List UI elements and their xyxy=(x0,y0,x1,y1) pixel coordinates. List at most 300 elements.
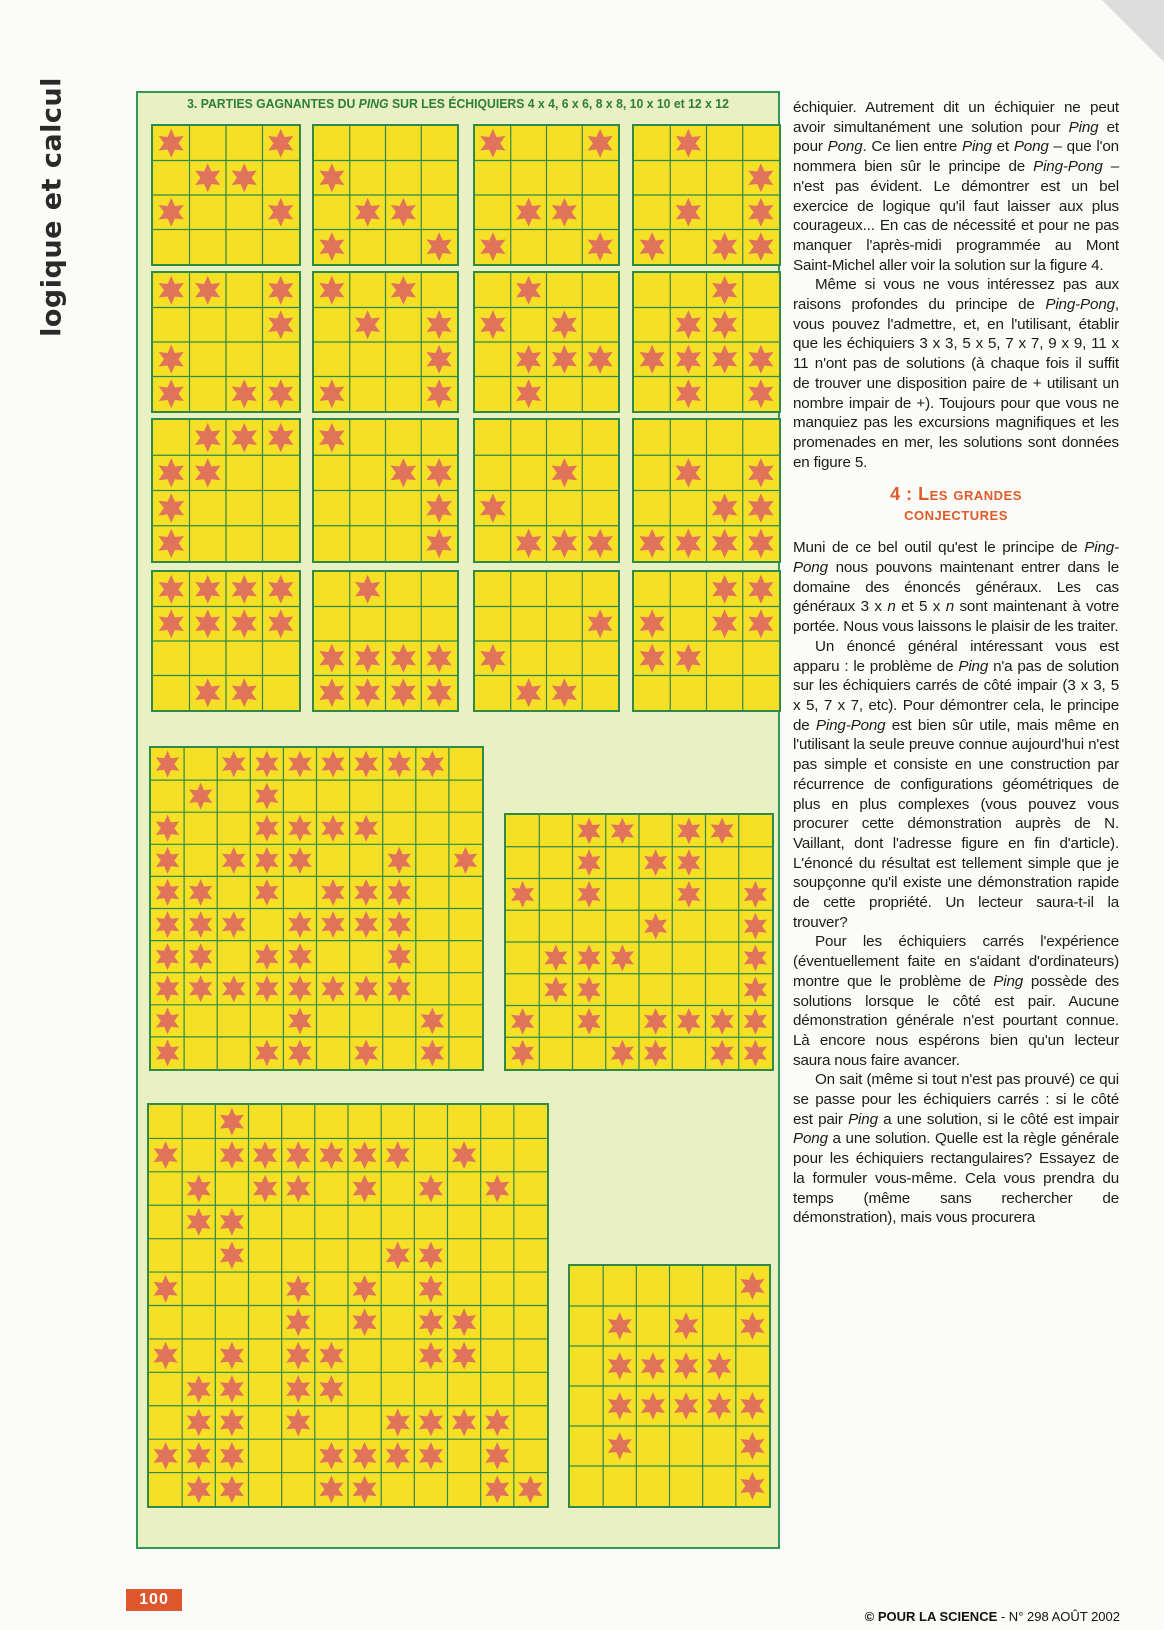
star-icon xyxy=(286,1275,310,1303)
paragraph: Muni de ce bel outil qu'est le principe de Ping-Pong nous pouvons maintenant entrer dans le domaine des énoncés généraux. Les cas généraux 3 x n et 5 x n sont maintenant à votre portée. Nous vous laissons le plaisir de les traiter. xyxy=(793,539,1120,636)
star-icon xyxy=(255,1039,278,1066)
star-icon xyxy=(419,1241,443,1269)
star-icon xyxy=(421,1007,444,1034)
page-corner-fold xyxy=(1102,0,1164,62)
star-icon xyxy=(552,198,577,227)
star-icon xyxy=(321,751,344,778)
star-icon xyxy=(426,493,452,523)
star-icon xyxy=(740,1432,764,1460)
star-icon xyxy=(426,529,452,559)
star-icon xyxy=(195,163,220,192)
star-icon xyxy=(516,198,541,227)
star-icon xyxy=(711,818,734,845)
star-icon xyxy=(189,975,212,1002)
star-icon xyxy=(427,678,452,707)
star-icon xyxy=(611,945,634,972)
star-icon xyxy=(220,1342,244,1370)
chessboard-4x4 xyxy=(151,124,301,266)
star-icon xyxy=(452,1308,476,1336)
star-icon xyxy=(156,879,179,906)
star-icon xyxy=(578,818,601,845)
star-icon xyxy=(712,609,737,638)
star-icon xyxy=(744,945,767,972)
star-icon xyxy=(232,609,257,638)
star-icon xyxy=(578,945,601,972)
star-icon xyxy=(154,1442,178,1470)
star-icon xyxy=(419,1342,443,1370)
star-icon xyxy=(516,276,541,305)
star-icon xyxy=(480,232,505,261)
star-icon xyxy=(222,751,245,778)
star-icon xyxy=(516,678,541,707)
star-icon xyxy=(578,976,601,1003)
copyright: © POUR LA SCIENCE xyxy=(864,1609,998,1624)
star-icon xyxy=(355,644,380,673)
star-icon xyxy=(386,1141,410,1169)
star-icon xyxy=(452,1409,476,1437)
star-icon xyxy=(748,198,773,227)
star-icon xyxy=(388,911,411,938)
star-icon xyxy=(644,1040,667,1067)
star-icon xyxy=(578,881,601,908)
star-icon xyxy=(712,345,737,374)
star-icon xyxy=(421,751,444,778)
star-icon xyxy=(222,911,245,938)
section-label-text: logique et calcul xyxy=(36,77,68,337)
star-icon xyxy=(288,1007,311,1034)
star-icon xyxy=(268,198,293,227)
star-icon xyxy=(644,849,667,876)
star-icon xyxy=(288,847,311,874)
star-icon xyxy=(319,1141,343,1169)
star-icon xyxy=(187,1475,211,1503)
caption-part: 3. PARTIES GAGNANTES DU xyxy=(187,96,359,111)
article-text-column xyxy=(793,98,1119,1228)
star-icon xyxy=(608,1312,632,1340)
star-icon xyxy=(391,678,416,707)
star-icon xyxy=(454,847,477,874)
figure-3-panel xyxy=(136,91,780,1549)
star-icon xyxy=(388,751,411,778)
star-icon xyxy=(154,1342,178,1370)
star-icon xyxy=(288,815,311,842)
star-icon xyxy=(156,1039,179,1066)
star-icon xyxy=(611,1040,634,1067)
star-icon xyxy=(232,575,257,604)
star-icon xyxy=(288,751,311,778)
star-icon xyxy=(355,575,380,604)
star-icon xyxy=(427,345,452,374)
star-icon xyxy=(354,815,377,842)
star-icon xyxy=(355,678,380,707)
star-icon xyxy=(353,1442,377,1470)
star-icon xyxy=(480,493,506,523)
star-icon xyxy=(578,849,601,876)
star-icon xyxy=(676,198,701,227)
star-icon xyxy=(608,1432,632,1460)
star-icon xyxy=(641,1392,665,1420)
star-icon xyxy=(611,818,634,845)
star-icon xyxy=(676,458,702,488)
star-icon xyxy=(319,1342,343,1370)
star-icon xyxy=(187,1442,211,1470)
star-icon xyxy=(286,1308,310,1336)
star-icon xyxy=(421,1039,444,1066)
star-icon xyxy=(588,609,613,638)
star-icon xyxy=(641,1352,665,1380)
star-icon xyxy=(552,345,577,374)
star-icon xyxy=(220,1108,244,1136)
star-icon xyxy=(640,609,665,638)
star-icon xyxy=(419,1308,443,1336)
star-icon xyxy=(232,163,257,192)
star-icon xyxy=(220,1208,244,1236)
star-icon xyxy=(544,945,567,972)
star-icon xyxy=(480,644,505,673)
star-icon xyxy=(255,783,278,810)
star-icon xyxy=(588,129,613,158)
star-icon xyxy=(544,976,567,1003)
star-icon xyxy=(220,1475,244,1503)
star-icon xyxy=(748,609,773,638)
star-icon xyxy=(640,644,665,673)
star-icon xyxy=(674,1352,698,1380)
star-icon xyxy=(419,1409,443,1437)
chessboard-4x4 xyxy=(312,124,459,266)
star-icon xyxy=(232,678,257,707)
star-icon xyxy=(748,345,773,374)
star-icon xyxy=(386,1442,410,1470)
star-icon xyxy=(711,1008,734,1035)
star-icon xyxy=(552,529,578,559)
star-icon xyxy=(159,379,184,408)
star-icon xyxy=(452,1141,476,1169)
star-icon xyxy=(452,1342,476,1370)
star-icon xyxy=(391,276,416,305)
chessboard-12x12 xyxy=(147,1103,549,1508)
star-icon xyxy=(158,493,184,523)
chessboard-4x4 xyxy=(312,570,459,712)
star-icon xyxy=(676,379,701,408)
page-number: 100 xyxy=(126,1589,182,1611)
star-icon xyxy=(386,1241,410,1269)
paragraph: échiquier. Autrement dit un échiquier ne peut avoir simultanément une solution pour Ping et pour Pong. Ce lien entre Ping et Pong – que l'on nommera bien sûr le principe de Ping-Pong – n'est pas évident. Le démontrer est un bel exercice de logique qu'il faut laisser aux plus courageux... En cas de nécessité et pour ne pas manquer l'après-midi programmée au Mont Saint-Michel aller voir la solution sur la figure 4. xyxy=(793,99,1120,274)
star-icon xyxy=(319,232,344,261)
star-icon xyxy=(156,975,179,1002)
star-icon xyxy=(516,379,541,408)
star-icon xyxy=(319,1375,343,1403)
star-icon xyxy=(353,1275,377,1303)
star-icon xyxy=(255,879,278,906)
star-icon xyxy=(480,129,505,158)
star-icon xyxy=(588,232,613,261)
star-icon xyxy=(220,1375,244,1403)
star-icon xyxy=(189,911,212,938)
star-icon xyxy=(712,232,737,261)
star-icon xyxy=(255,815,278,842)
star-icon xyxy=(353,1475,377,1503)
star-icon xyxy=(386,1409,410,1437)
star-icon xyxy=(748,529,774,559)
star-icon xyxy=(516,529,542,559)
star-icon xyxy=(480,310,505,339)
star-icon xyxy=(222,847,245,874)
caption-part-italic: PING xyxy=(358,96,389,111)
star-icon xyxy=(676,644,701,673)
star-icon xyxy=(354,879,377,906)
star-icon xyxy=(268,423,294,453)
star-icon xyxy=(427,379,452,408)
star-icon xyxy=(156,943,179,970)
star-icon xyxy=(388,847,411,874)
star-icon xyxy=(156,751,179,778)
star-icon xyxy=(319,678,344,707)
star-icon xyxy=(255,975,278,1002)
star-icon xyxy=(195,276,220,305)
chessboard-4x4 xyxy=(632,271,781,413)
star-icon xyxy=(748,163,773,192)
star-icon xyxy=(712,493,738,523)
star-icon xyxy=(156,1007,179,1034)
star-icon xyxy=(516,345,541,374)
star-icon xyxy=(268,276,293,305)
star-icon xyxy=(677,1008,700,1035)
star-icon xyxy=(158,458,184,488)
star-icon xyxy=(712,276,737,305)
star-icon xyxy=(159,129,184,158)
star-icon xyxy=(319,379,344,408)
star-icon xyxy=(321,815,344,842)
star-icon xyxy=(189,783,212,810)
star-icon xyxy=(195,678,220,707)
star-icon xyxy=(712,310,737,339)
star-icon xyxy=(268,575,293,604)
star-icon xyxy=(268,609,293,638)
paragraph: Un énoncé général intéressant vous est apparu : le problème de Ping n'a pas de solution sur les échiquiers carrés de côté impair (3 x 3, 5 x 5, 7 x 7, etc). Pour démontrer cela, le principe de Ping-Pong est bien sûr utile, mais même en l'utilisant la seule preuve connue aujourd'hui n'est pas simple et consiste en une construction par récurrence de configurations géométriques de plus en plus complexes (vous pouvez vous procurer cette démonstration auprès de N. Vaillant, dont l'adresse figure en fin d'article). L'énoncé du résultat est tellement simple que je soupçonne qu'il existe une démonstration rapide de cette propriété. Un lecteur saura-t-il la trouver? xyxy=(793,637,1119,931)
section-label xyxy=(28,77,76,337)
star-icon xyxy=(156,815,179,842)
star-icon xyxy=(426,458,452,488)
star-icon xyxy=(427,232,452,261)
chessboard-4x4 xyxy=(632,570,781,712)
star-icon xyxy=(711,1040,734,1067)
star-icon xyxy=(391,644,416,673)
star-icon xyxy=(187,1375,211,1403)
star-icon xyxy=(154,1275,178,1303)
star-icon xyxy=(676,310,701,339)
star-icon xyxy=(419,1275,443,1303)
star-icon xyxy=(286,1342,310,1370)
star-icon xyxy=(677,849,700,876)
star-icon xyxy=(156,847,179,874)
star-icon xyxy=(288,1039,311,1066)
star-icon xyxy=(588,345,613,374)
star-icon xyxy=(640,345,665,374)
star-icon xyxy=(552,310,577,339)
star-icon xyxy=(391,458,417,488)
star-icon xyxy=(388,943,411,970)
star-icon xyxy=(159,198,184,227)
star-icon xyxy=(154,1141,178,1169)
chessboard-4x4 xyxy=(473,418,620,563)
chessboard-4x4 xyxy=(151,271,301,413)
star-icon xyxy=(587,529,613,559)
star-icon xyxy=(195,423,221,453)
star-icon xyxy=(676,529,702,559)
star-icon xyxy=(319,1475,343,1503)
star-icon xyxy=(187,1409,211,1437)
star-icon xyxy=(220,1141,244,1169)
chessboard-4x4 xyxy=(151,418,301,563)
footer-credit xyxy=(865,1609,1120,1624)
star-icon xyxy=(268,310,293,339)
star-icon xyxy=(253,1175,277,1203)
star-icon xyxy=(187,1175,211,1203)
star-icon xyxy=(353,1175,377,1203)
star-icon xyxy=(354,975,377,1002)
star-icon xyxy=(195,575,220,604)
star-icon xyxy=(748,458,774,488)
star-icon xyxy=(268,129,293,158)
star-icon xyxy=(676,129,701,158)
star-icon xyxy=(419,1442,443,1470)
star-icon xyxy=(740,1392,764,1420)
star-icon xyxy=(485,1409,509,1437)
star-icon xyxy=(674,1312,698,1340)
star-icon xyxy=(268,379,293,408)
star-icon xyxy=(354,1039,377,1066)
star-icon xyxy=(255,847,278,874)
star-icon xyxy=(355,310,380,339)
star-icon xyxy=(286,1375,310,1403)
star-icon xyxy=(712,529,738,559)
star-icon xyxy=(391,198,416,227)
star-icon xyxy=(255,943,278,970)
star-icon xyxy=(644,1008,667,1035)
star-icon xyxy=(748,232,773,261)
star-icon xyxy=(355,198,380,227)
star-icon xyxy=(319,1442,343,1470)
star-icon xyxy=(319,423,345,453)
star-icon xyxy=(353,1141,377,1169)
star-icon xyxy=(187,1208,211,1236)
chessboard-4x4 xyxy=(473,570,620,712)
star-icon xyxy=(511,1040,534,1067)
star-icon xyxy=(707,1352,731,1380)
chessboard-4x4 xyxy=(473,124,620,266)
star-icon xyxy=(677,881,700,908)
chessboard-4x4 xyxy=(473,271,620,413)
star-icon xyxy=(511,1008,534,1035)
chessboard-4x4 xyxy=(312,271,459,413)
star-icon xyxy=(319,276,344,305)
star-icon xyxy=(552,678,577,707)
star-icon xyxy=(744,881,767,908)
paragraph: Pour les échiquiers carrés l'expérience (éventuellement faite en s'aidant d'ordinateurs) montre que le problème de Ping possède des solutions lorsque le côté est pair. Aucune démonstration générale n'est pourtant connue. Là encore nous espérons bien qu'un lecteur saura nous faire avancer. xyxy=(793,933,1119,1069)
star-icon xyxy=(159,345,184,374)
star-icon xyxy=(288,975,311,1002)
star-icon xyxy=(518,1475,542,1503)
star-icon xyxy=(608,1392,632,1420)
star-icon xyxy=(255,751,278,778)
star-icon xyxy=(677,818,700,845)
paragraph: On sait (même si tout n'est pas prouvé) ce qui se passe pour les échiquiers carrés : si le côté est pair Ping a une solution, si le côté est impair Pong a une solution. Quelle est la règle générale pour les échiquiers rectangulaires? Essayez de la formuler vous-même. Cela vous prendra du temps (même sans rechercher de démonstration), mais vous procurera xyxy=(793,1071,1119,1227)
star-icon xyxy=(354,751,377,778)
star-icon xyxy=(740,1312,764,1340)
star-icon xyxy=(748,493,774,523)
star-icon xyxy=(748,575,773,604)
star-icon xyxy=(319,163,344,192)
star-icon xyxy=(319,644,344,673)
star-icon xyxy=(231,423,257,453)
chessboard-4x4 xyxy=(312,418,459,563)
star-icon xyxy=(321,975,344,1002)
star-icon xyxy=(748,379,773,408)
chessboard-4x4 xyxy=(632,124,781,266)
star-icon xyxy=(222,975,245,1002)
star-icon xyxy=(740,1272,764,1300)
chessboard-4x4 xyxy=(151,570,301,712)
star-icon xyxy=(485,1175,509,1203)
star-icon xyxy=(740,1472,764,1500)
star-icon xyxy=(712,575,737,604)
section-heading: 4 : Les grandes conjectures xyxy=(890,484,1022,525)
star-icon xyxy=(195,458,221,488)
star-icon xyxy=(744,1040,767,1067)
star-icon xyxy=(485,1475,509,1503)
star-icon xyxy=(388,879,411,906)
star-icon xyxy=(640,232,665,261)
star-icon xyxy=(388,975,411,1002)
star-icon xyxy=(744,976,767,1003)
star-icon xyxy=(288,943,311,970)
star-icon xyxy=(419,1175,443,1203)
figure-caption xyxy=(157,96,759,111)
chessboard-10x10 xyxy=(149,746,484,1071)
star-icon xyxy=(158,529,184,559)
star-icon xyxy=(354,911,377,938)
star-icon xyxy=(427,310,452,339)
star-icon xyxy=(674,1392,698,1420)
star-icon xyxy=(159,609,184,638)
star-icon xyxy=(608,1352,632,1380)
star-icon xyxy=(232,379,257,408)
star-icon xyxy=(578,1008,601,1035)
star-icon xyxy=(220,1409,244,1437)
star-icon xyxy=(220,1241,244,1269)
star-icon xyxy=(288,911,311,938)
star-icon xyxy=(189,943,212,970)
caption-part: SUR LES ÉCHIQUIERS 4 x 4, 6 x 6, 8 x 8, 10 x 10 et 12 x 12 xyxy=(388,96,729,111)
star-icon xyxy=(286,1409,310,1437)
star-icon xyxy=(195,609,220,638)
star-icon xyxy=(676,345,701,374)
star-icon xyxy=(156,911,179,938)
star-icon xyxy=(639,529,665,559)
star-icon xyxy=(353,1308,377,1336)
star-icon xyxy=(552,458,578,488)
issue-info: - N° 298 AOÛT 2002 xyxy=(997,1609,1120,1624)
chessboard-4x4 xyxy=(632,418,781,563)
star-icon xyxy=(220,1442,244,1470)
chessboard-6x6 xyxy=(568,1264,771,1508)
star-icon xyxy=(189,879,212,906)
star-icon xyxy=(286,1141,310,1169)
star-icon xyxy=(427,644,452,673)
star-icon xyxy=(707,1392,731,1420)
star-icon xyxy=(159,276,184,305)
chessboard-8x8 xyxy=(504,813,774,1071)
